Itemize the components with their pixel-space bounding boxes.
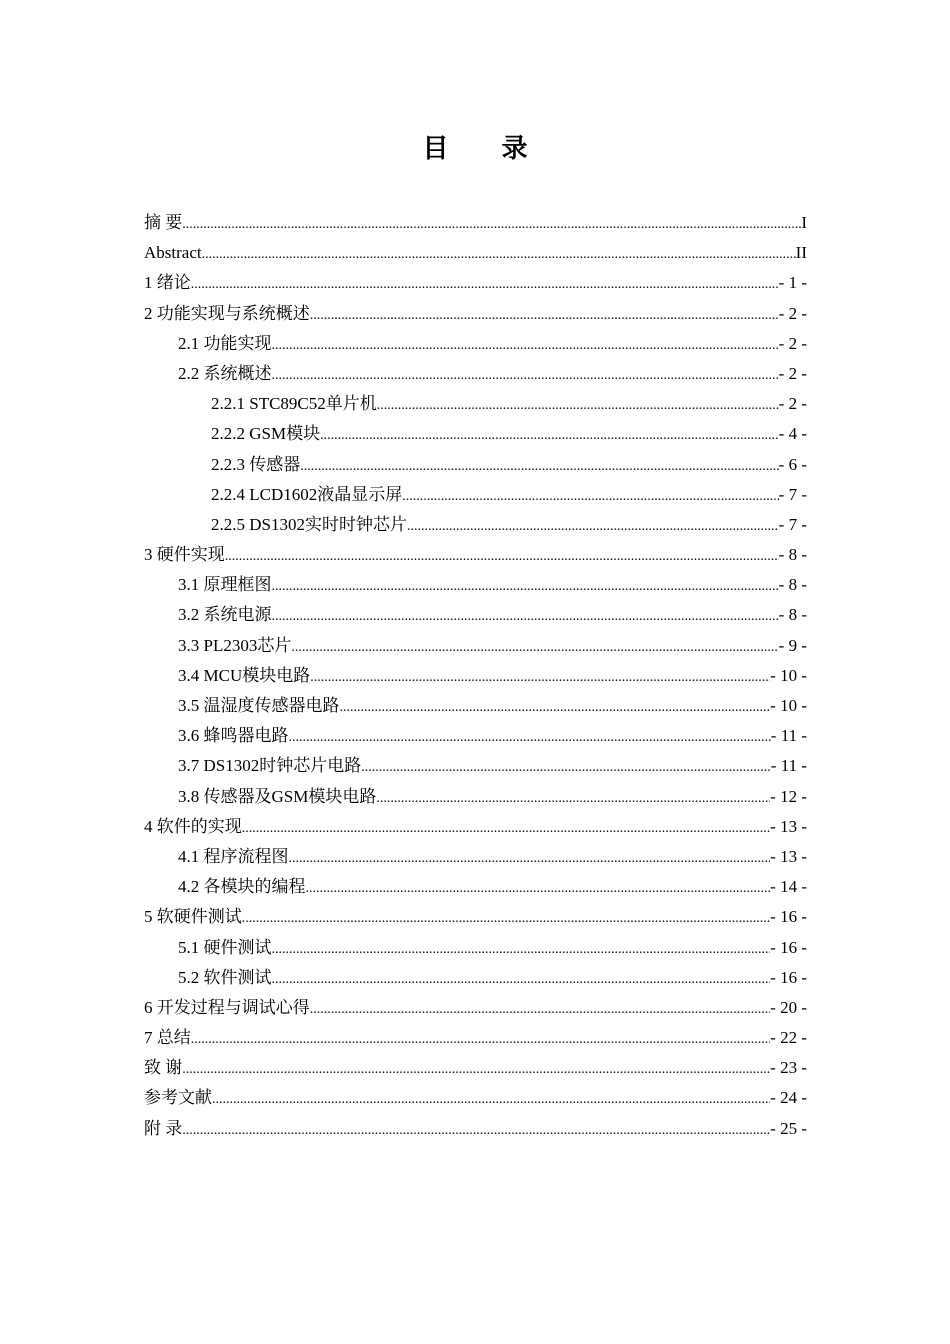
toc-leader-dots xyxy=(272,935,771,965)
toc-entry-label: 2.1 功能实现 xyxy=(178,333,272,353)
toc-leader-dots xyxy=(310,995,770,1025)
toc-entry-label: 3.5 温湿度传感器电路 xyxy=(178,696,340,715)
toc-entry-page: - 2 - xyxy=(778,394,807,414)
toc-leader-dots xyxy=(377,391,779,421)
toc-entry-page: II xyxy=(795,243,807,263)
toc-entry-page: - 16 - xyxy=(770,937,807,957)
toc-entry-page: - 20 - xyxy=(770,997,807,1017)
toc-entry-page: - 8 - xyxy=(778,605,807,625)
toc-leader-dots xyxy=(242,904,770,934)
toc-entry-page: - 10 - xyxy=(770,696,807,715)
toc-entry[interactable] xyxy=(144,1083,807,1113)
toc-leader-dots xyxy=(376,784,770,814)
toc-entry-label: 2.2.1 STC89C52单片机 xyxy=(211,394,377,414)
toc-entry[interactable] xyxy=(144,631,807,661)
toc-entry-page: - 11 - xyxy=(770,726,807,746)
toc-entry[interactable] xyxy=(144,600,807,630)
toc-entry[interactable] xyxy=(144,691,807,721)
toc-entry-label: 6 开发过程与调试心得 xyxy=(144,997,310,1017)
toc-entry[interactable] xyxy=(144,389,807,419)
toc-entry-page: - 7 - xyxy=(778,484,807,504)
toc-leader-dots xyxy=(306,874,771,904)
toc-entry-label: 2.2 系统概述 xyxy=(178,363,272,383)
toc-entry[interactable] xyxy=(144,902,807,932)
toc-leader-dots xyxy=(272,572,779,602)
toc-entry-label: 摘 要 xyxy=(144,213,183,232)
toc-entry-page: - 24 - xyxy=(770,1088,807,1108)
toc-entry[interactable] xyxy=(144,842,807,872)
toc-leader-dots xyxy=(310,663,770,693)
toc-leader-dots xyxy=(289,723,771,753)
table-of-contents xyxy=(144,208,807,1144)
toc-entry-page: I xyxy=(801,213,807,232)
toc-leader-dots xyxy=(225,542,779,572)
toc-entry[interactable] xyxy=(144,510,807,540)
toc-entry-label: 3.7 DS1302时钟芯片电路 xyxy=(178,756,362,776)
toc-entry[interactable] xyxy=(144,208,807,238)
toc-entry[interactable] xyxy=(144,812,807,842)
toc-leader-dots xyxy=(182,210,801,240)
toc-entry[interactable] xyxy=(144,238,807,268)
toc-entry[interactable] xyxy=(144,419,807,449)
toc-entry-label: 4.1 程序流程图 xyxy=(178,846,289,866)
toc-entry-page: - 2 - xyxy=(778,333,807,353)
toc-leader-dots xyxy=(361,753,771,783)
toc-leader-dots xyxy=(272,965,771,995)
toc-entry-label: 参考文献 xyxy=(144,1088,212,1108)
toc-entry[interactable] xyxy=(144,872,807,902)
toc-leader-dots xyxy=(310,301,779,331)
toc-leader-dots xyxy=(291,633,778,663)
toc-entry-label: 3.8 传感器及GSM模块电路 xyxy=(178,786,377,806)
toc-entry-label: 5.1 硬件测试 xyxy=(178,937,272,957)
toc-entry-label: 4 软件的实现 xyxy=(144,816,242,836)
toc-entry-label: 致 谢 xyxy=(144,1058,183,1078)
toc-leader-dots xyxy=(320,421,779,451)
toc-leader-dots xyxy=(407,512,779,542)
toc-entry-label: 3.6 蜂鸣器电路 xyxy=(178,726,289,746)
toc-entry-page: - 23 - xyxy=(770,1058,807,1078)
toc-entry[interactable] xyxy=(144,268,807,298)
toc-entry[interactable] xyxy=(144,299,807,329)
toc-leader-dots xyxy=(340,693,771,723)
toc-entry-page: - 12 - xyxy=(770,786,807,806)
toc-entry[interactable] xyxy=(144,661,807,691)
toc-entry[interactable] xyxy=(144,1114,807,1144)
toc-entry[interactable] xyxy=(144,751,807,781)
toc-entry[interactable] xyxy=(144,1023,807,1053)
toc-leader-dots xyxy=(402,482,778,512)
toc-entry-page: - 10 - xyxy=(770,665,807,685)
toc-entry-label: 2.2.5 DS1302实时时钟芯片 xyxy=(211,514,407,534)
toc-entry-label: 2 功能实现与系统概述 xyxy=(144,303,310,323)
toc-entry[interactable] xyxy=(144,570,807,600)
toc-entry-label: 5.2 软件测试 xyxy=(178,967,272,987)
toc-leader-dots xyxy=(272,361,779,391)
toc-entry-label: 2.2.4 LCD1602液晶显示屏 xyxy=(211,484,403,504)
toc-entry[interactable] xyxy=(144,1053,807,1083)
toc-leader-dots xyxy=(272,331,779,361)
toc-entry[interactable] xyxy=(144,933,807,963)
toc-entry-label: 3.2 系统电源 xyxy=(178,605,272,625)
toc-entry-label: 3.1 原理框图 xyxy=(178,575,272,595)
toc-entry-page: - 6 - xyxy=(778,454,807,474)
toc-entry-page: - 13 - xyxy=(770,846,807,866)
toc-entry-page: - 25 - xyxy=(770,1118,807,1138)
toc-entry-label: 5 软硬件测试 xyxy=(144,907,242,927)
toc-entry-page: - 1 - xyxy=(778,273,807,293)
toc-leader-dots xyxy=(202,240,796,270)
toc-entry[interactable] xyxy=(144,963,807,993)
toc-entry-label: 1 绪论 xyxy=(144,273,191,293)
toc-entry[interactable] xyxy=(144,721,807,751)
toc-entry-page: - 8 - xyxy=(778,545,807,565)
toc-leader-dots xyxy=(300,452,778,482)
toc-entry-page: - 2 - xyxy=(778,363,807,383)
toc-entry[interactable] xyxy=(144,450,807,480)
toc-leader-dots xyxy=(191,270,779,300)
toc-entry-label: 附 录 xyxy=(144,1118,183,1138)
toc-leader-dots xyxy=(242,814,770,844)
toc-title: 目 录 xyxy=(422,134,550,164)
toc-entry-page: - 11 - xyxy=(770,756,807,776)
toc-leader-dots xyxy=(272,602,779,632)
toc-entry[interactable] xyxy=(144,359,807,389)
toc-entry-page: - 13 - xyxy=(770,816,807,836)
toc-entry-label: 3.3 PL2303芯片 xyxy=(178,635,292,655)
toc-entry-page: - 9 - xyxy=(778,635,807,655)
toc-entry-label: 7 总结 xyxy=(144,1028,191,1048)
toc-entry-page: - 8 - xyxy=(778,575,807,595)
toc-entry-label: 4.2 各模块的编程 xyxy=(178,877,306,897)
toc-leader-dots xyxy=(212,1085,770,1115)
toc-entry[interactable] xyxy=(144,782,807,812)
toc-entry-label: 3 硬件实现 xyxy=(144,545,225,565)
toc-entry[interactable] xyxy=(144,329,807,359)
toc-entry-page: - 16 - xyxy=(770,907,807,927)
toc-leader-dots xyxy=(182,1116,770,1146)
toc-leader-dots xyxy=(182,1055,770,1085)
toc-entry[interactable] xyxy=(144,480,807,510)
toc-entry-page: - 16 - xyxy=(770,967,807,987)
toc-entry-page: - 7 - xyxy=(778,514,807,534)
toc-leader-dots xyxy=(191,1025,770,1055)
toc-entry-page: - 2 - xyxy=(778,303,807,323)
toc-entry-label: 2.2.2 GSM模块 xyxy=(211,424,321,444)
toc-entry-page: - 22 - xyxy=(770,1028,807,1048)
toc-entry[interactable] xyxy=(144,993,807,1023)
toc-entry-page: - 14 - xyxy=(770,877,807,897)
toc-entry[interactable] xyxy=(144,540,807,570)
toc-entry-label: 3.4 MCU模块电路 xyxy=(178,665,311,685)
toc-leader-dots xyxy=(289,844,771,874)
toc-entry-label: 2.2.3 传感器 xyxy=(211,454,301,474)
toc-entry-page: - 4 - xyxy=(778,424,807,444)
toc-entry-label: Abstract xyxy=(144,243,202,263)
